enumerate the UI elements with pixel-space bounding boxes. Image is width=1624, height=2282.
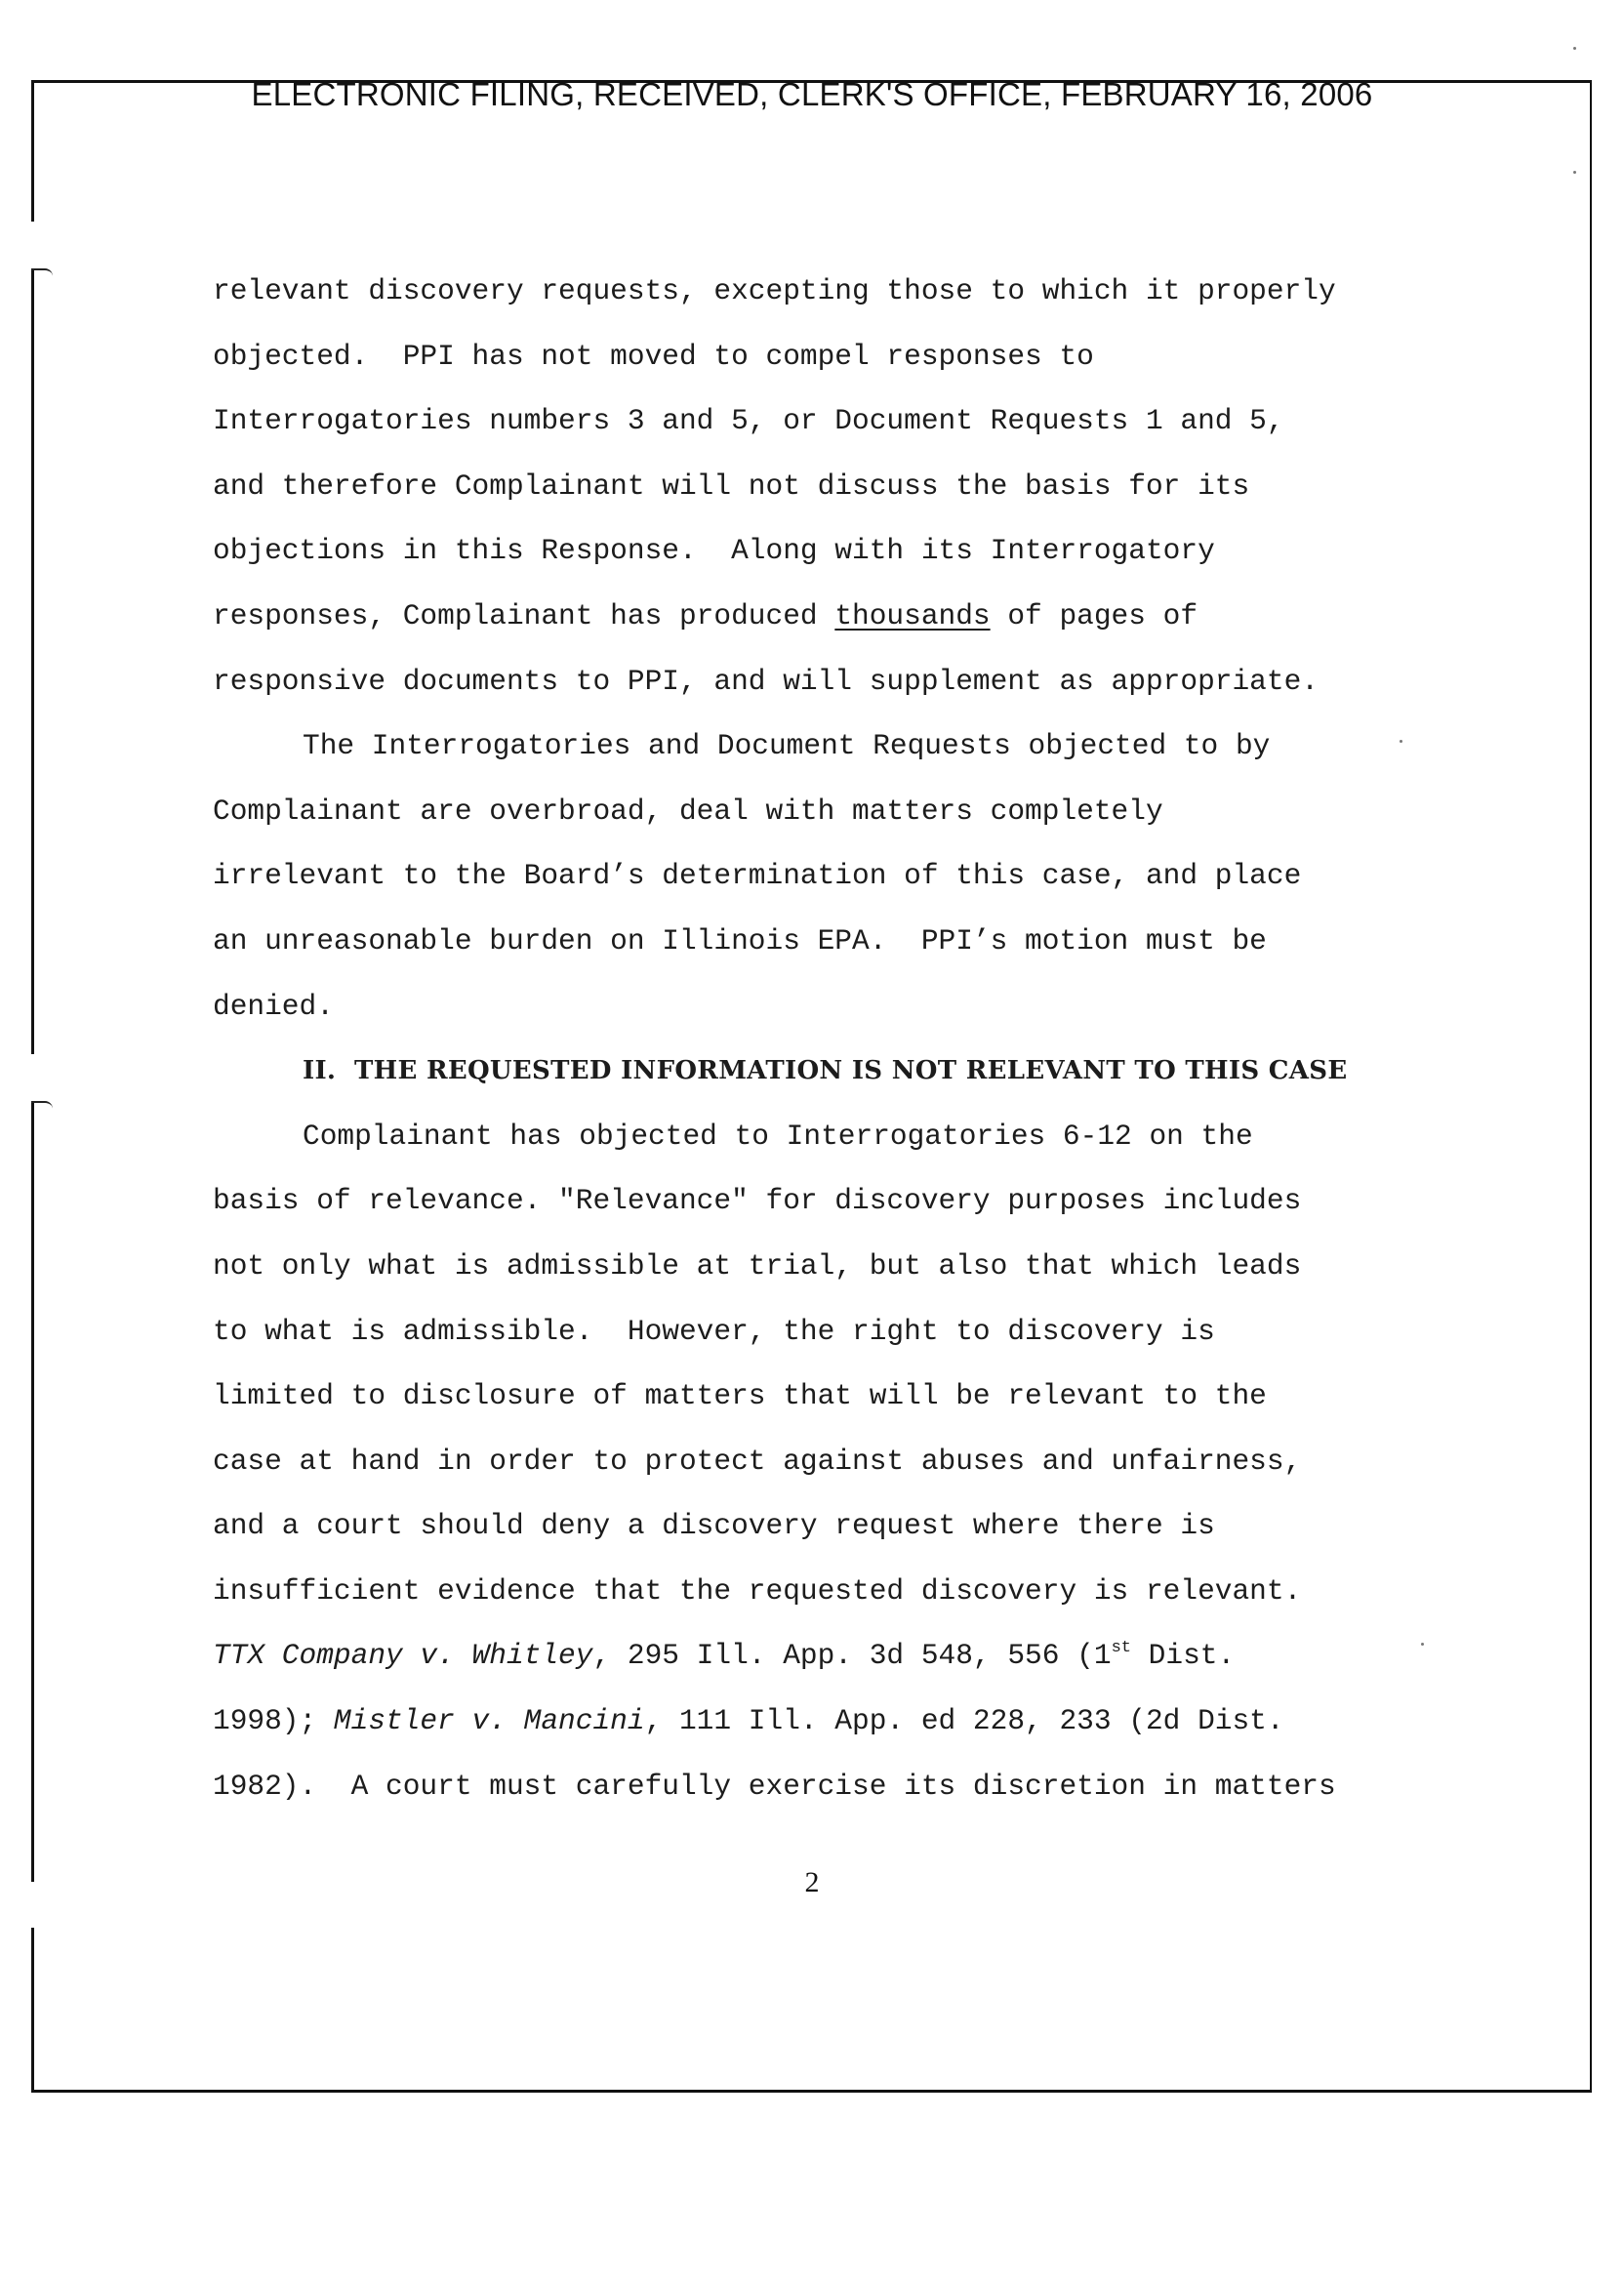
citation-line (213, 1623, 1442, 1689)
text-line: irrelevant to the Board’s determination of this case, and place (213, 859, 1302, 893)
citation-line (213, 1689, 1442, 1754)
case-name: Mistler v. Mancini (333, 1704, 645, 1738)
filing-stamp: ELECTRONIC FILING, RECEIVED, CLERK'S OFFICE, FEBRUARY 16, 2006 (251, 76, 1373, 112)
text-line: Interrogatories numbers 3 and 5, or Document Requests 1 and 5, (213, 404, 1284, 438)
section-heading: II. THE REQUESTED INFORMATION IS NOT RELEVANT TO THIS CASE (303, 1056, 1348, 1086)
document-body (213, 259, 1442, 1818)
scan-speck (1573, 171, 1576, 174)
text-line: 1982). A court must carefully exercise its discretion in matters (213, 1769, 1336, 1803)
text-line: not only what is admissible at trial, but also that which leads (213, 1248, 1302, 1283)
text-line: responsive documents to PPI, and will supplement as appropriate. (213, 664, 1319, 698)
text-line: basis of relevance. "Relevance" for discovery purposes includes (213, 1184, 1302, 1218)
ordinal-suffix: st (1111, 1639, 1131, 1658)
text-line: objected. PPI has not moved to compel responses to (213, 339, 1094, 373)
text-run: of pages of (990, 598, 1198, 632)
underlined-emphasis: thousands (834, 598, 991, 632)
text-line: limited to disclosure of matters that will be relevant to the (213, 1379, 1267, 1413)
binding-mark (31, 1101, 53, 1113)
text-line: denied. (213, 989, 334, 1023)
text-line: and a court should deny a discovery request where there is (213, 1509, 1215, 1543)
left-border-segment (31, 268, 34, 1054)
text-line: case at hand in order to protect against abuses and unfairness, (213, 1444, 1302, 1478)
left-border-segment (31, 1101, 34, 1882)
citation-text: 1998); (213, 1704, 334, 1738)
text-line: objections in this Response. Along with its Interrogatory (213, 534, 1215, 568)
text-line: Complainant are overbroad, deal with matters completely (213, 794, 1163, 828)
text-line: to what is admissible. However, the right to discovery is (213, 1314, 1215, 1348)
text-line: The Interrogatories and Document Requests objected to by (303, 729, 1271, 763)
citation-text: , 111 Ill. App. ed 228, 233 (2d Dist. (644, 1704, 1284, 1738)
text-line: an unreasonable burden on Illinois EPA. PPI’s motion must be (213, 923, 1267, 958)
text-run: responses, Complainant has produced (213, 598, 835, 632)
scan-speck (1573, 47, 1576, 50)
left-border-segment (31, 1928, 34, 2090)
text-line (213, 584, 1442, 649)
text-line: and therefore Complainant will not discuss the basis for its (213, 469, 1250, 503)
text-line: Complainant has objected to Interrogatories 6-12 on the (303, 1119, 1253, 1153)
case-name: TTX Company v. Whitley (213, 1639, 593, 1673)
citation-text: , 295 Ill. App. 3d 548, 556 (1 (592, 1639, 1112, 1673)
text-line: insufficient evidence that the requested discovery is relevant. (213, 1573, 1302, 1608)
binding-mark (31, 268, 53, 280)
page-number: 2 (804, 1866, 820, 1898)
citation-text: Dist. (1130, 1639, 1236, 1673)
text-line: relevant discovery requests, excepting those to which it properly (213, 274, 1336, 307)
